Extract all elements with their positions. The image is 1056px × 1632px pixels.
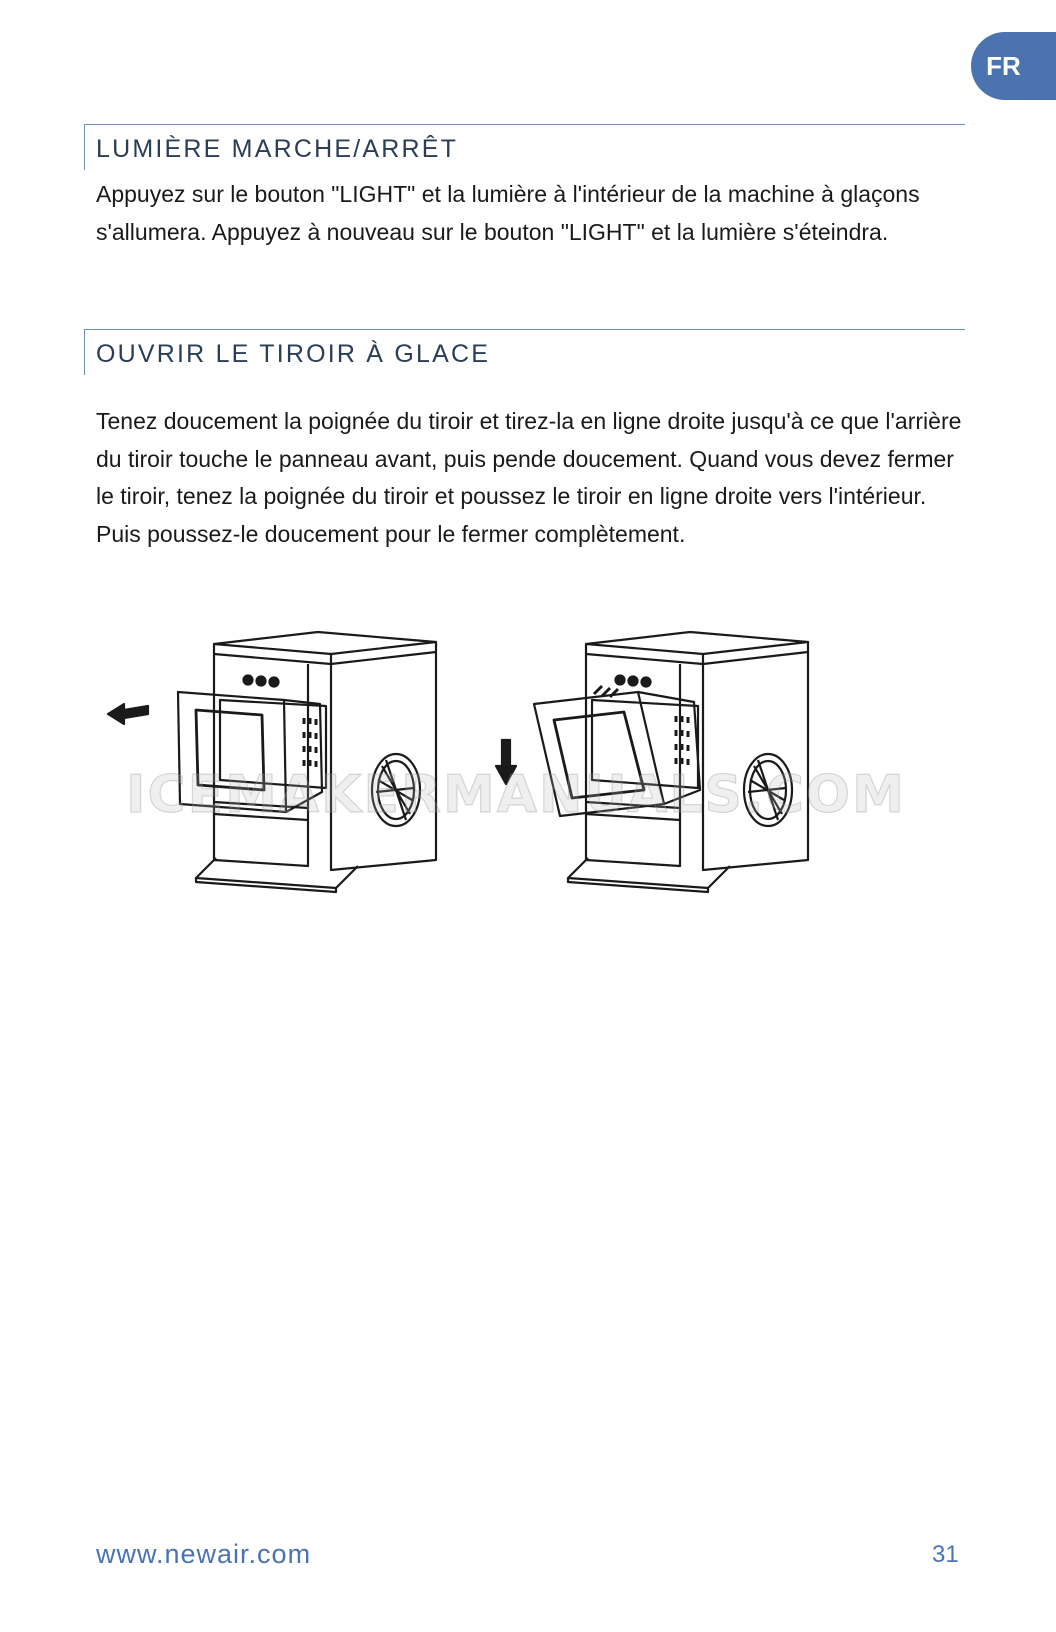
paragraph-light: Appuyez sur le bouton "LIGHT" et la lumière à l'intérieur de la machine à glaçons s'allumera. Appuyez à nouveau sur le bouton "LIGHT" et la lumière s'éteindra. <box>96 181 920 245</box>
section-header-light <box>84 124 965 170</box>
ice-maker-right-drawing <box>496 632 808 892</box>
ice-maker-left-drawing <box>108 632 436 892</box>
language-label: FR <box>986 50 1021 81</box>
paragraph-drawer: Tenez doucement la poignée du tiroir et tirez-la en ligne droite jusqu'à ce que l'arrière du tiroir touche le panneau avant, puis pende doucement. Quand vous devez fermer le tiroir, tenez la poignée du tiroir et poussez le tiroir en ligne droite vers l'intérieur. Puis poussez-le doucement pour le fermer complètement. <box>96 408 962 547</box>
section-header-drawer <box>84 329 965 375</box>
footer-website-link[interactable]: www.newair.com <box>96 1539 312 1569</box>
section-title-light: LUMIÈRE MARCHE/ARRÊT <box>96 135 459 163</box>
page-number: 31 <box>932 1541 959 1568</box>
drawer-illustration <box>96 620 936 900</box>
ice-maker-drawings <box>96 620 936 900</box>
section-title-drawer: OUVRIR LE TIROIR À GLACE <box>96 340 491 368</box>
arrow-left-icon <box>108 704 148 724</box>
watermark: ICEMAKERMANUALS.COM <box>126 765 906 825</box>
arrow-down-icon <box>496 740 516 784</box>
language-tab[interactable] <box>971 32 1056 100</box>
